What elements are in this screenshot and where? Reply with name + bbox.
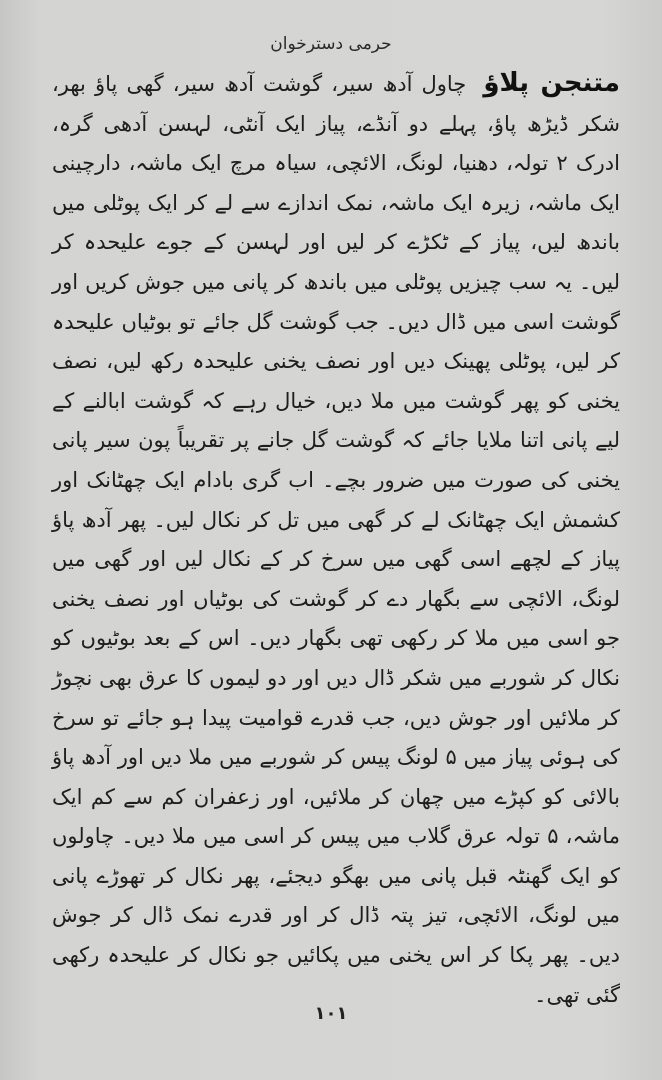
recipe-body bbox=[52, 64, 620, 1015]
page-header-title: حرمی دسترخوان bbox=[270, 34, 392, 54]
page-number: ۱۰۱ bbox=[314, 1003, 348, 1024]
recipe-text: چاول آدھ سیر، گوشت آدھ سیر، گھی پاؤ بھر، شکر ڈیڑھ پاؤ، پہلے دو آنڈے، پیاز ایک آنٹی، لہسن آدھی گرہ، ادرک ۲ تولہ، دھنیا، لونگ، الائچی، سیاہ مرچ ایک ماشہ، دارچینی ایک ماشہ، زیرہ ایک ماشہ، نمک اندازے سے لے کر ایک پوٹلی میں باندھ لیں، پیاز کے ٹکڑے کر لیں اور لہسن کے جوے علیحدہ کر لیں۔ یہ سب چیزیں پوٹلی میں باندھ کر پانی میں جوش کریں اور گوشت اسی میں ڈال دیں۔ جب گوشت گل جائے تو بوٹیاں علیحدہ کر لیں، پوٹلی پھینک دیں اور نصف یخنی علیحدہ رکھ لیں، نصف یخنی کو پھر گوشت میں ملا دیں، خیال رہے کہ گوشت ابالنے کے لیے پانی اتنا ملایا جائے کہ گوشت گل جانے پر تقریباً پون سیر پانی یخنی کی صورت میں ضرور بچے۔ اب گری بادام ایک چھٹانک اور کشمش ایک چھٹانک لے کر گھی میں تل کر نکال لیں۔ پھر آدھ پاؤ پیاز کے لچھے اسی گھی میں سرخ کر کے نکال لیں اور گھی میں لونگ، الائچی سے بگھار دے کر گوشت کی بوٹیاں اور نصف یخنی جو اسی میں ملا کر رکھی تھی بگھار دیں۔ اس کے بعد بوٹیوں کو نکال کر شوربے میں شکر ڈال دیں اور دو لیموں کا عرق بھی نچوڑ کر ملائیں اور جوش دیں، جب قدرے قوامیت پیدا ہو جائے تو سرخ کی ہوئی پیاز میں ۵ لونگ پیس کر شوربے میں ملا دیں اور آدھ پاؤ بالائی کو کپڑے میں چھان کر ملائیں، اور زعفران کم سے کم ایک ماشہ، ۵ تولہ عرق گلاب میں پیس کر اسی میں ملا دیں۔ چاولوں کو ایک گھنٹہ قبل پانی میں بھگو دیجئے، پھر نکال کر تھوڑے پانی میں لونگ، الائچی، تیز پتہ ڈال کر اور قدرے نمک ڈال کر جوش دیں۔ پھر پکا کر اس یخنی میں پکائیں جو نکال کر علیحدہ رکھی گئی تھی۔ bbox=[52, 72, 621, 1007]
recipe-title: متنجن پلاؤ bbox=[483, 68, 620, 98]
